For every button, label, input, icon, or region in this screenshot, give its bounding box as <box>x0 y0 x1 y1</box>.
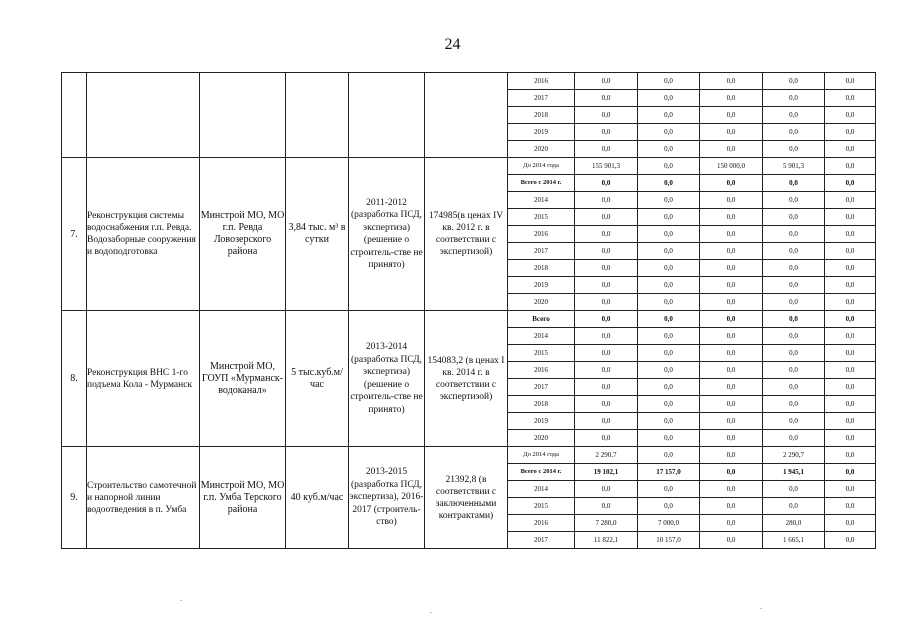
value-cell: 150 000,0 <box>700 158 763 175</box>
value-cell: 0,0 <box>825 209 876 226</box>
value-cell: 0,0 <box>700 294 763 311</box>
value-cell: 0,0 <box>638 328 700 345</box>
year-cell: 2016 <box>508 362 575 379</box>
value-cell: 155 901,3 <box>575 158 638 175</box>
project-term: 2013-2014 (разработка ПСД, экспертиза) (решение о строитель-стве не принято) <box>349 311 425 447</box>
value-cell: 0,0 <box>700 90 763 107</box>
value-cell: 0,0 <box>638 345 700 362</box>
year-cell: 2020 <box>508 294 575 311</box>
value-cell: 0,0 <box>825 515 876 532</box>
scan-speck <box>760 608 762 609</box>
year-cell: 2019 <box>508 277 575 294</box>
value-cell: 0,0 <box>638 175 700 192</box>
value-cell: 0,0 <box>575 379 638 396</box>
value-cell: 0,0 <box>763 277 825 294</box>
value-cell: 0,0 <box>825 430 876 447</box>
value-cell: 0,0 <box>825 379 876 396</box>
value-cell: 0,0 <box>825 464 876 481</box>
year-cell: Всего с 2014 г. <box>508 175 575 192</box>
project-name: Реконструкция ВНС 1-го подъема Кола - Мурманск <box>87 311 200 447</box>
scan-speck <box>180 600 182 601</box>
value-cell: 0,0 <box>638 107 700 124</box>
value-cell: 1 665,1 <box>763 532 825 549</box>
project-cost: 174985(в ценах IV кв. 2012 г. в соответствии с экспертизой) <box>425 158 508 311</box>
value-cell: 0,0 <box>763 209 825 226</box>
value-cell: 0,0 <box>700 532 763 549</box>
value-cell: 0,0 <box>575 209 638 226</box>
value-cell: 0,0 <box>700 260 763 277</box>
value-cell: 0,0 <box>700 175 763 192</box>
value-cell: 0,0 <box>638 260 700 277</box>
value-cell: 11 822,1 <box>575 532 638 549</box>
project-number: 8. <box>62 311 87 447</box>
value-cell: 0,0 <box>825 294 876 311</box>
value-cell: 0,0 <box>575 498 638 515</box>
value-cell: 0,0 <box>700 243 763 260</box>
value-cell: 0,0 <box>638 243 700 260</box>
value-cell: 0,0 <box>825 413 876 430</box>
value-cell: 0,0 <box>825 328 876 345</box>
year-cell: Всего с 2014 г. <box>508 464 575 481</box>
year-cell: 2018 <box>508 260 575 277</box>
project-name: Реконструкция системы водоснабжения г.п. Ревда. Водозаборные сооружения и водоподготовка <box>87 158 200 311</box>
value-cell: 0,0 <box>825 107 876 124</box>
value-cell: 0,0 <box>575 192 638 209</box>
scan-speck <box>430 612 432 613</box>
value-cell: 0,0 <box>700 498 763 515</box>
value-cell: 0,0 <box>638 124 700 141</box>
value-cell: 0,0 <box>638 396 700 413</box>
value-cell: 0,0 <box>825 362 876 379</box>
value-cell: 0,0 <box>763 175 825 192</box>
value-cell: 0,0 <box>575 362 638 379</box>
value-cell: 0,0 <box>825 175 876 192</box>
value-cell: 0,0 <box>638 209 700 226</box>
value-cell: 0,0 <box>638 379 700 396</box>
value-cell: 0,0 <box>575 90 638 107</box>
value-cell: 0,0 <box>763 379 825 396</box>
project-cost: 21392,8 (в соответствии с заключенными контрактами) <box>425 447 508 549</box>
project-name <box>87 73 200 158</box>
year-cell: 2017 <box>508 243 575 260</box>
project-name: Строительство самотечной и напорной линии водоотведения в п. Умба <box>87 447 200 549</box>
value-cell: 0,0 <box>700 192 763 209</box>
year-cell: До 2014 года <box>508 158 575 175</box>
value-cell: 0,0 <box>763 107 825 124</box>
value-cell: 0,0 <box>700 515 763 532</box>
value-cell: 0,0 <box>763 260 825 277</box>
value-cell: 0,0 <box>825 192 876 209</box>
project-customer: Минстрой МО, МО г.п. Ревда Ловозерского района <box>200 158 286 311</box>
value-cell: 0,0 <box>700 447 763 464</box>
value-cell: 0,0 <box>825 243 876 260</box>
project-number: 9. <box>62 447 87 549</box>
value-cell: 0,0 <box>638 73 700 90</box>
year-cell: 2018 <box>508 396 575 413</box>
value-cell: 0,0 <box>575 175 638 192</box>
value-cell: 0,0 <box>763 90 825 107</box>
value-cell: 0,0 <box>638 226 700 243</box>
value-cell: 280,0 <box>763 515 825 532</box>
value-cell: 0,0 <box>700 124 763 141</box>
value-cell: 1 945,1 <box>763 464 825 481</box>
value-cell: 0,0 <box>825 158 876 175</box>
value-cell: 0,0 <box>575 243 638 260</box>
year-cell: 2016 <box>508 515 575 532</box>
value-cell: 0,0 <box>763 413 825 430</box>
value-cell: 0,0 <box>700 345 763 362</box>
year-cell: 2015 <box>508 209 575 226</box>
value-cell: 0,0 <box>763 141 825 158</box>
value-cell: 0,0 <box>638 192 700 209</box>
year-cell: 2015 <box>508 345 575 362</box>
value-cell: 0,0 <box>825 226 876 243</box>
value-cell: 0,0 <box>638 362 700 379</box>
year-cell: 2017 <box>508 532 575 549</box>
value-cell: 0,0 <box>575 141 638 158</box>
year-cell: 2016 <box>508 73 575 90</box>
project-number <box>62 73 87 158</box>
value-cell: 0,0 <box>700 73 763 90</box>
value-cell: 0,0 <box>575 226 638 243</box>
table-row <box>62 158 876 175</box>
project-term: 2013-2015 (разработка ПСД, экспертиза), 2016-2017 (строитель-ство) <box>349 447 425 549</box>
value-cell: 10 157,0 <box>638 532 700 549</box>
project-customer <box>200 73 286 158</box>
value-cell: 0,0 <box>825 277 876 294</box>
value-cell: 0,0 <box>700 226 763 243</box>
value-cell: 0,0 <box>575 345 638 362</box>
table-row <box>62 73 876 90</box>
value-cell: 0,0 <box>700 464 763 481</box>
value-cell: 0,0 <box>763 243 825 260</box>
table-row <box>62 311 876 328</box>
value-cell: 0,0 <box>763 192 825 209</box>
project-number: 7. <box>62 158 87 311</box>
value-cell: 0,0 <box>825 73 876 90</box>
value-cell: 7 280,0 <box>575 515 638 532</box>
value-cell: 0,0 <box>575 277 638 294</box>
value-cell: 0,0 <box>638 447 700 464</box>
value-cell: 0,0 <box>763 294 825 311</box>
value-cell: 0,0 <box>638 141 700 158</box>
value-cell: 0,0 <box>825 260 876 277</box>
year-cell: 2019 <box>508 124 575 141</box>
value-cell: 0,0 <box>763 430 825 447</box>
value-cell: 0,0 <box>763 328 825 345</box>
value-cell: 0,0 <box>575 260 638 277</box>
value-cell: 0,0 <box>575 481 638 498</box>
value-cell: 0,0 <box>575 73 638 90</box>
year-cell: 2014 <box>508 328 575 345</box>
year-cell: Всего <box>508 311 575 328</box>
value-cell: 0,0 <box>763 226 825 243</box>
year-cell: 2020 <box>508 141 575 158</box>
value-cell: 0,0 <box>638 430 700 447</box>
year-cell: До 2014 года <box>508 447 575 464</box>
year-cell: 2014 <box>508 192 575 209</box>
value-cell: 0,0 <box>700 430 763 447</box>
value-cell: 2 290,7 <box>575 447 638 464</box>
value-cell: 0,0 <box>825 532 876 549</box>
value-cell: 0,0 <box>763 362 825 379</box>
value-cell: 0,0 <box>763 498 825 515</box>
value-cell: 0,0 <box>700 107 763 124</box>
value-cell: 19 102,1 <box>575 464 638 481</box>
year-cell: 2017 <box>508 379 575 396</box>
project-capacity: 40 куб.м/час <box>286 447 349 549</box>
project-cost: 154083,2 (в ценах I кв. 2014 г. в соответствии с экспертизой) <box>425 311 508 447</box>
value-cell: 5 901,3 <box>763 158 825 175</box>
value-cell: 0,0 <box>700 396 763 413</box>
value-cell: 0,0 <box>575 294 638 311</box>
value-cell: 17 157,0 <box>638 464 700 481</box>
value-cell: 0,0 <box>700 209 763 226</box>
year-cell: 2016 <box>508 226 575 243</box>
year-cell: 2015 <box>508 498 575 515</box>
value-cell: 0,0 <box>700 481 763 498</box>
value-cell: 0,0 <box>638 294 700 311</box>
project-cost <box>425 73 508 158</box>
year-cell: 2017 <box>508 90 575 107</box>
value-cell: 0,0 <box>763 124 825 141</box>
project-capacity <box>286 73 349 158</box>
value-cell: 0,0 <box>825 447 876 464</box>
value-cell: 0,0 <box>638 90 700 107</box>
value-cell: 0,0 <box>575 328 638 345</box>
program-table <box>61 72 876 549</box>
value-cell: 0,0 <box>575 124 638 141</box>
value-cell: 0,0 <box>763 311 825 328</box>
value-cell: 0,0 <box>638 498 700 515</box>
value-cell: 0,0 <box>638 413 700 430</box>
project-customer: Минстрой МО, МО г.п. Умба Терского района <box>200 447 286 549</box>
year-cell: 2020 <box>508 430 575 447</box>
project-capacity: 3,84 тыс. м³ в сутки <box>286 158 349 311</box>
value-cell: 0,0 <box>700 277 763 294</box>
value-cell: 0,0 <box>825 498 876 515</box>
table-body <box>62 73 876 549</box>
value-cell: 0,0 <box>700 362 763 379</box>
value-cell: 7 000,0 <box>638 515 700 532</box>
value-cell: 0,0 <box>638 277 700 294</box>
value-cell: 0,0 <box>825 311 876 328</box>
value-cell: 0,0 <box>700 379 763 396</box>
value-cell: 2 290,7 <box>763 447 825 464</box>
value-cell: 0,0 <box>825 481 876 498</box>
value-cell: 0,0 <box>575 311 638 328</box>
value-cell: 0,0 <box>638 481 700 498</box>
value-cell: 0,0 <box>763 73 825 90</box>
year-cell: 2014 <box>508 481 575 498</box>
value-cell: 0,0 <box>638 311 700 328</box>
value-cell: 0,0 <box>825 141 876 158</box>
value-cell: 0,0 <box>825 90 876 107</box>
value-cell: 0,0 <box>575 107 638 124</box>
project-term: 2011-2012 (разработка ПСД, экспертиза) (решение о строитель-стве не принято) <box>349 158 425 311</box>
value-cell: 0,0 <box>763 345 825 362</box>
value-cell: 0,0 <box>700 413 763 430</box>
value-cell: 0,0 <box>763 396 825 413</box>
project-capacity: 5 тыс.куб.м/час <box>286 311 349 447</box>
value-cell: 0,0 <box>700 311 763 328</box>
value-cell: 0,0 <box>638 158 700 175</box>
year-cell: 2018 <box>508 107 575 124</box>
year-cell: 2019 <box>508 413 575 430</box>
project-customer: Минстрой МО, ГОУП «Мурманск-водоканал» <box>200 311 286 447</box>
value-cell: 0,0 <box>763 481 825 498</box>
page-number: 24 <box>444 36 461 53</box>
value-cell: 0,0 <box>575 396 638 413</box>
value-cell: 0,0 <box>825 396 876 413</box>
project-term <box>349 73 425 158</box>
value-cell: 0,0 <box>575 413 638 430</box>
value-cell: 0,0 <box>825 345 876 362</box>
value-cell: 0,0 <box>825 124 876 141</box>
value-cell: 0,0 <box>700 328 763 345</box>
value-cell: 0,0 <box>700 141 763 158</box>
table-row <box>62 447 876 464</box>
value-cell: 0,0 <box>575 430 638 447</box>
